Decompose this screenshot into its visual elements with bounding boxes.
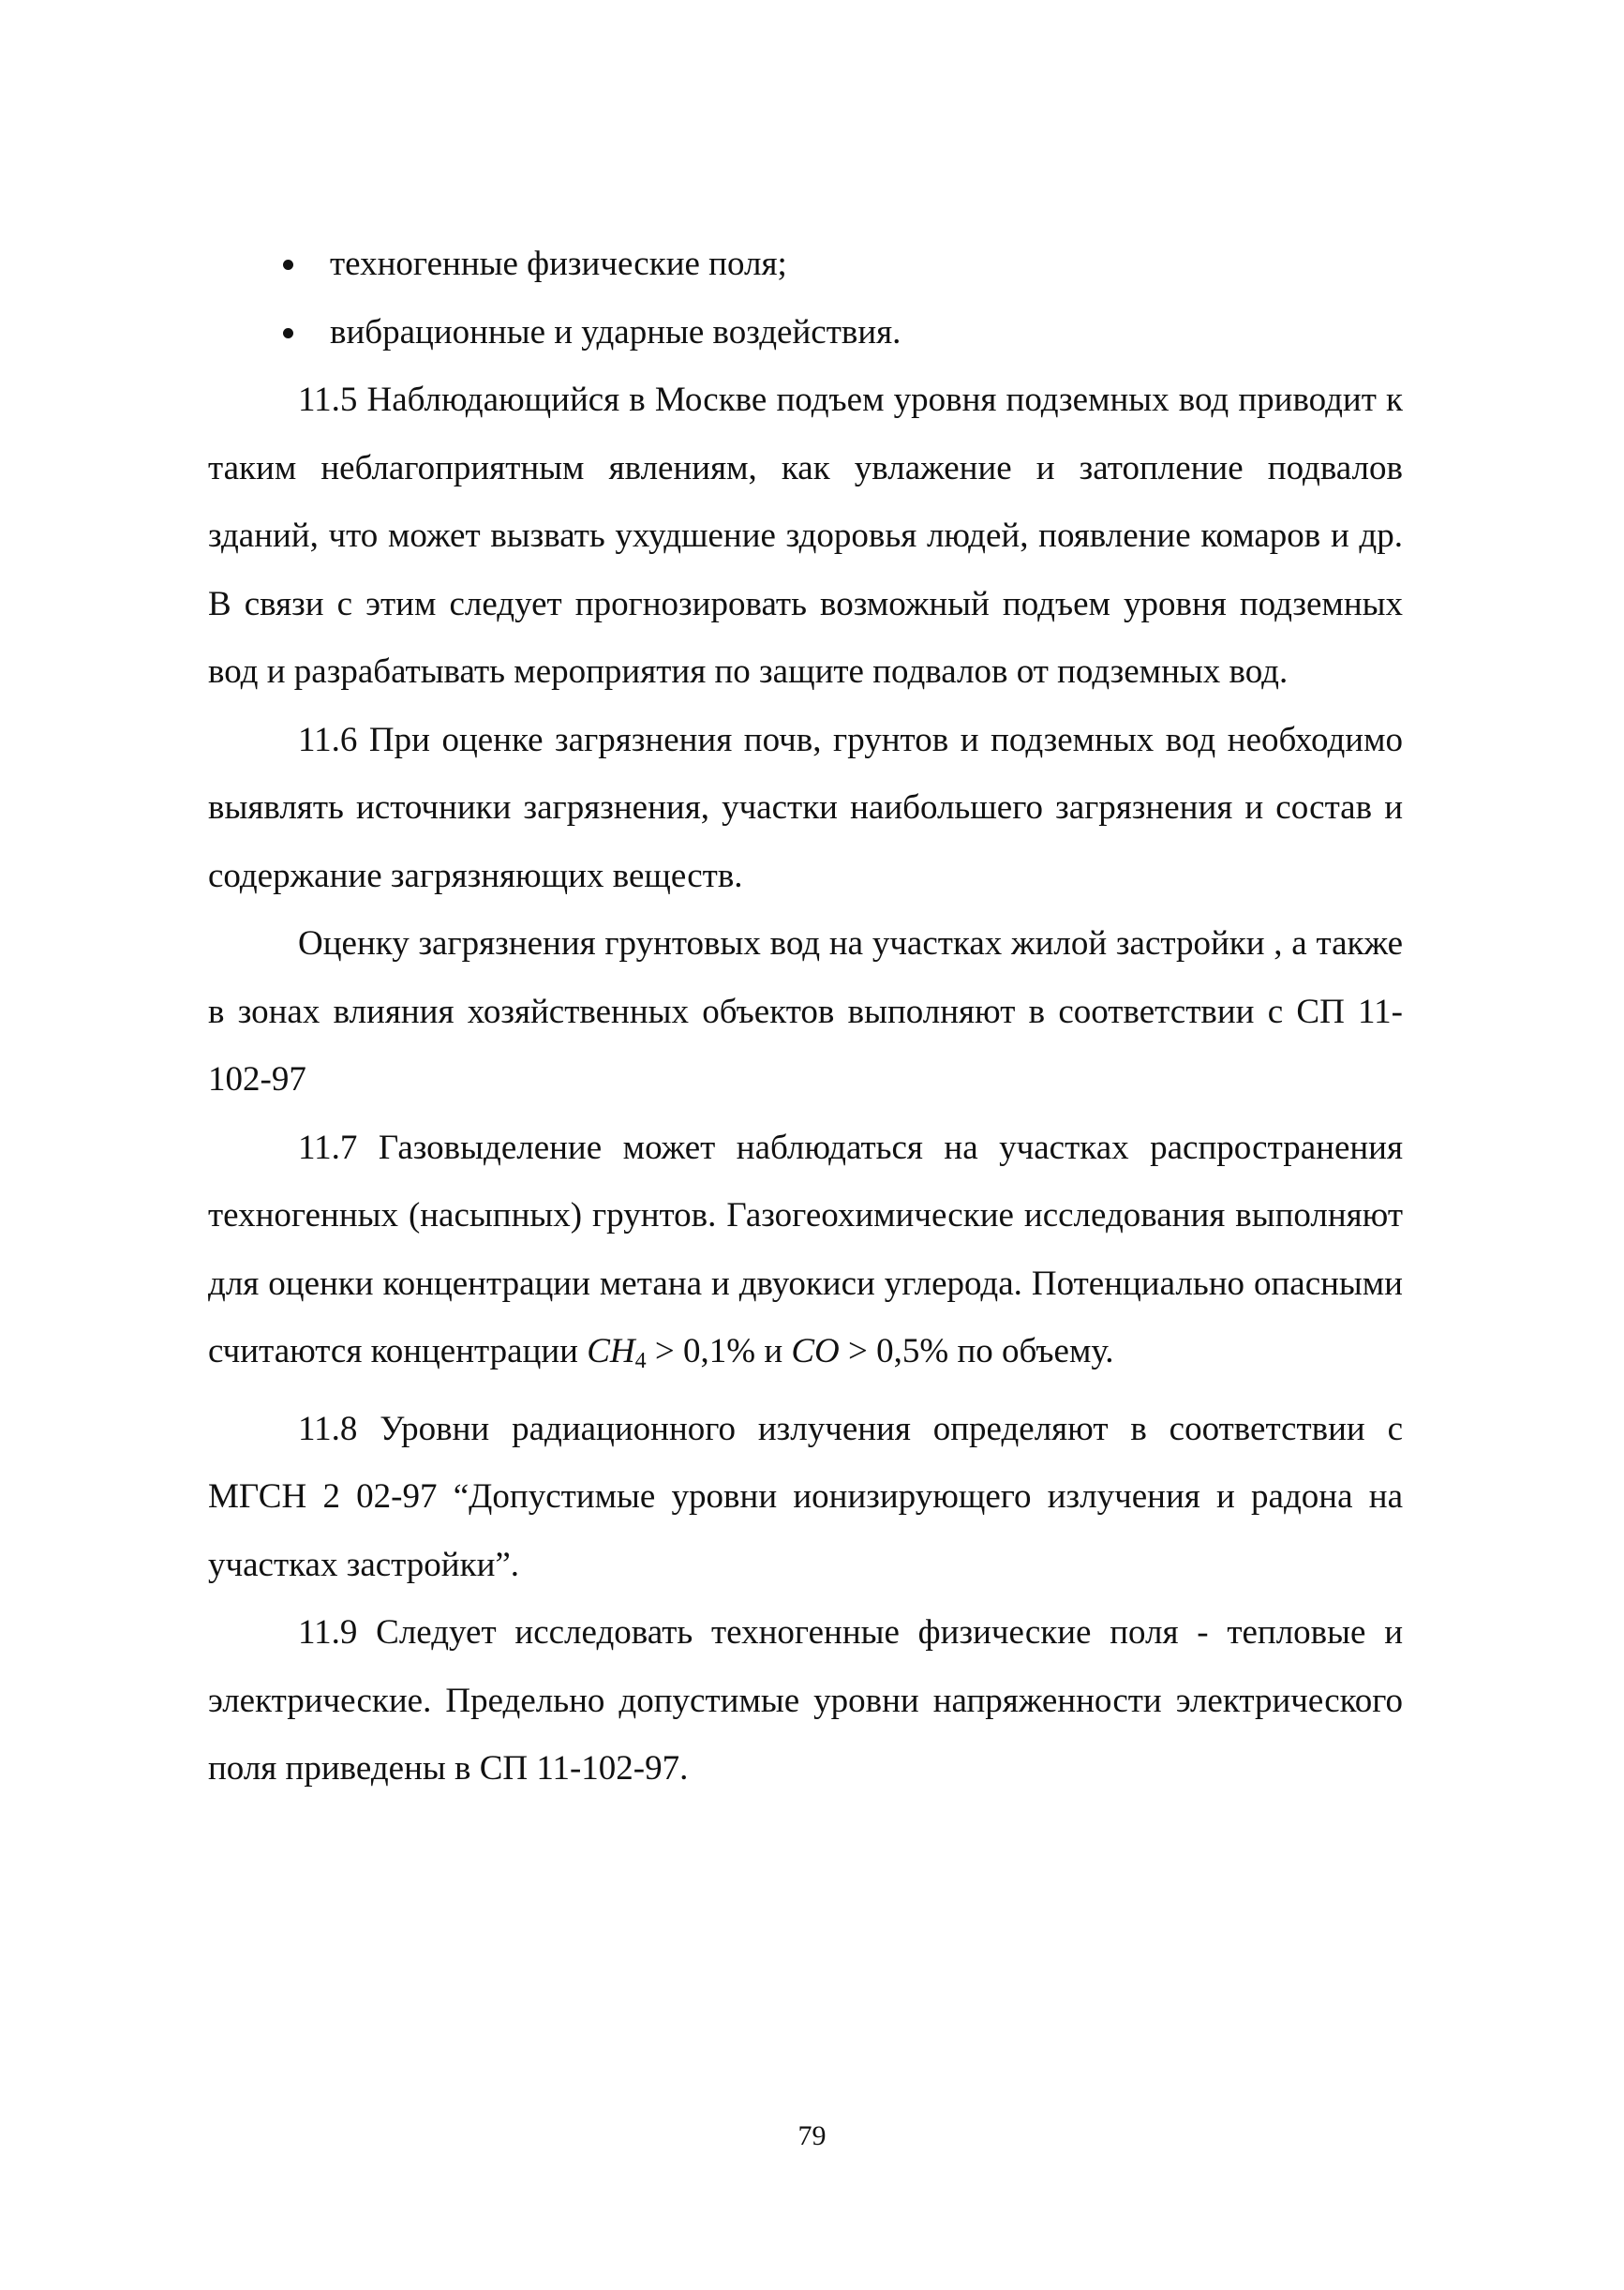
- methane-formula: [587, 1332, 647, 1373]
- paragraph-11-7-text-a: 11.7 Газовыделение может наблюдаться на участках распространения техногенных (насыпных) грунтов. Газогеохимические исследования выполняют для оценки концентрации метана и двуокиси углерода. Потенциально опасными считаются концентрации: [208, 1128, 1403, 1370]
- body-text: [208, 231, 1403, 1804]
- bullet-text: вибрационные и ударные воздействия.: [330, 312, 901, 352]
- bullet-item: [283, 231, 1403, 299]
- paragraph-groundwater-assessment: Оценку загрязнения грунтовых вод на участках жилой застройки , а также в зонах влияния хозяйственных объектов выполняют в соответствии с СП 11-102-97: [208, 924, 1403, 1099]
- paragraph-11-7-text-b: > 0,1% и: [646, 1332, 792, 1370]
- carbon-oxide-formula: CO: [791, 1332, 840, 1370]
- bullet-text: техногенные физические поля;: [330, 245, 787, 283]
- paragraph-11-8: 11.8 Уровни радиационного излучения определяют в соответствии с МГСН 2 02-97 “Допустимые уровни ионизирующего излучения и радона на участках застройки”.: [208, 1409, 1403, 1584]
- bullet-dot-icon: [283, 260, 293, 270]
- page-number: 79: [797, 2120, 827, 2151]
- bullet-dot-icon: [283, 328, 293, 338]
- paragraph-11-5: 11.5 Наблюдающийся в Москве подъем уровня подземных вод приводит к таким неблагоприятным явлениям, как увлажение и затопление подвалов зданий, что может вызвать ухудшение здоровья людей, появление комаров и др. В связи с этим следует прогнозировать возможный подъем уровня подземных вод и разрабатывать мероприятия по защите подвалов от подземных вод.: [208, 381, 1403, 691]
- methane-symbol: CH: [587, 1332, 635, 1370]
- paragraph-11-7-text-c: > 0,5% по объему.: [839, 1332, 1114, 1370]
- paragraph-11-7: [208, 1115, 1403, 1396]
- paragraph-11-9: 11.9 Следует исследовать техногенные физические поля - тепловые и электрические. Предельно допустимые уровни напряженности электрического поля приведены в СП 11-102-97.: [208, 1613, 1403, 1788]
- methane-subscript: 4: [634, 1349, 647, 1373]
- paragraph-11-6: 11.6 При оценке загрязнения почв, грунтов и подземных вод необходимо выявлять источники загрязнения, участки наибольшего загрязнения и состав и содержание загрязняющих веществ.: [208, 720, 1403, 895]
- bullet-item: [283, 299, 1403, 367]
